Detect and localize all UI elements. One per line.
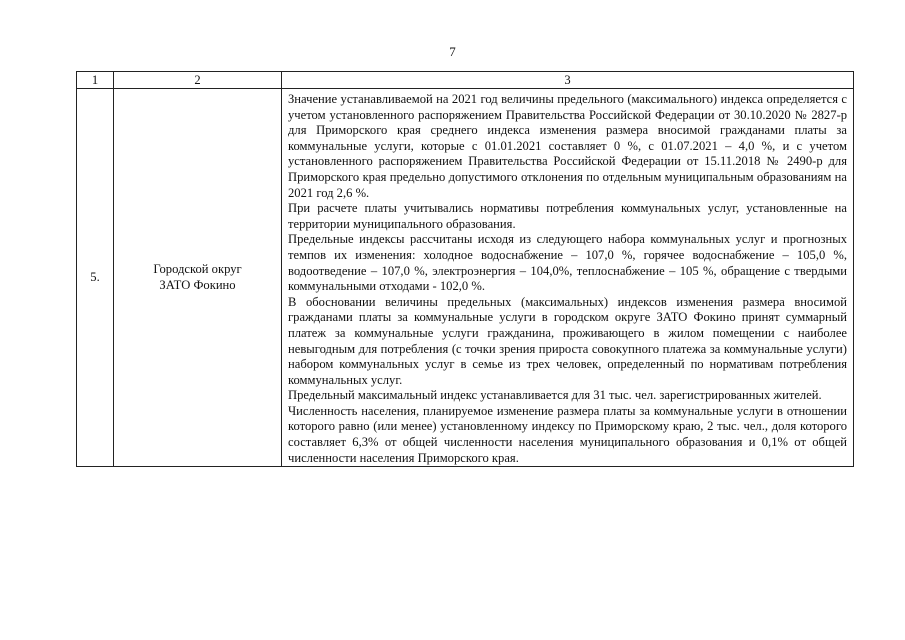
table-row — [77, 89, 854, 467]
row-number: 5. — [77, 89, 114, 467]
paragraph-justification: В обосновании величины предельных (максимальных) индексов изменения размера вносимой гражданами платы за коммунальные услуги в городском округе ЗАТО Фокино принят суммарный платеж за коммунальные услуги гражданина, проживающего в жилом помещении с наиболее невыгодным для потребления (с точки зрения прироста совокупного платежа за коммунальные услуги) набором коммунальных услуг в семье из трех человек, определенный по нормативам потребления коммунальных услуг. — [288, 294, 847, 387]
paragraph-population-share: Численность населения, планируемое изменение размера платы за коммунальные услуги в отношении которого равно (или менее) установленному индексу по Приморскому краю, 2 тыс. чел., доля которого составляет 6,3% от общей численности населения муниципального образования и 0,1% от общей численности населения Приморского края. — [288, 403, 847, 465]
header-col-2: 2 — [114, 72, 282, 89]
paragraph-consumption-norms: При расчете платы учитывались нормативы потребления коммунальных услуг, установленные на территории муниципального образования. — [288, 201, 847, 231]
header-col-1: 1 — [77, 72, 114, 89]
paragraph-registered-residents: Предельный максимальный индекс устанавливается для 31 тыс. чел. зарегистрированных жителей. — [288, 388, 822, 403]
paragraph-service-rates: Предельные индексы рассчитаны исходя из следующего набора коммунальных услуг и прогнозных темпов их изменения: холодное водоснабжение – 107,0 %, горячее водоснабжение – 105,0 %, водоотведение – 107,0 %, электроэнергия – 104,0%, теплоснабжение – 105 %, обращение с твердыми коммунальными отходами - 102,0 %. — [288, 232, 847, 294]
region-name — [114, 89, 282, 467]
description-cell — [282, 89, 854, 467]
table-header-row — [77, 72, 854, 89]
page-number: 7 — [449, 44, 456, 59]
index-table — [76, 71, 854, 467]
paragraph-index-basis: Значение устанавливаемой на 2021 год величины предельного (максимального) индекса определяется с учетом установленного распоряжением Правительства Российской Федерации от 30.10.2020 № 2827-р для Приморского края среднего индекса изменения размера вносимой гражданами платы за коммунальные услуги, которые с 01.01.2021 составляет 0 %, с 01.07.2021 – 4,0 %, и с учетом установленного распоряжением Правительства Российской Федерации от 15.11.2018 № 2490-р для Приморского края предельно допустимого отклонения по отдельным муниципальным образованиям на 2021 год 2,6 %. — [288, 92, 847, 200]
region-name-line1: Городской округ — [153, 262, 242, 277]
region-name-line2: ЗАТО Фокино — [159, 277, 236, 292]
header-col-3: 3 — [282, 72, 854, 89]
